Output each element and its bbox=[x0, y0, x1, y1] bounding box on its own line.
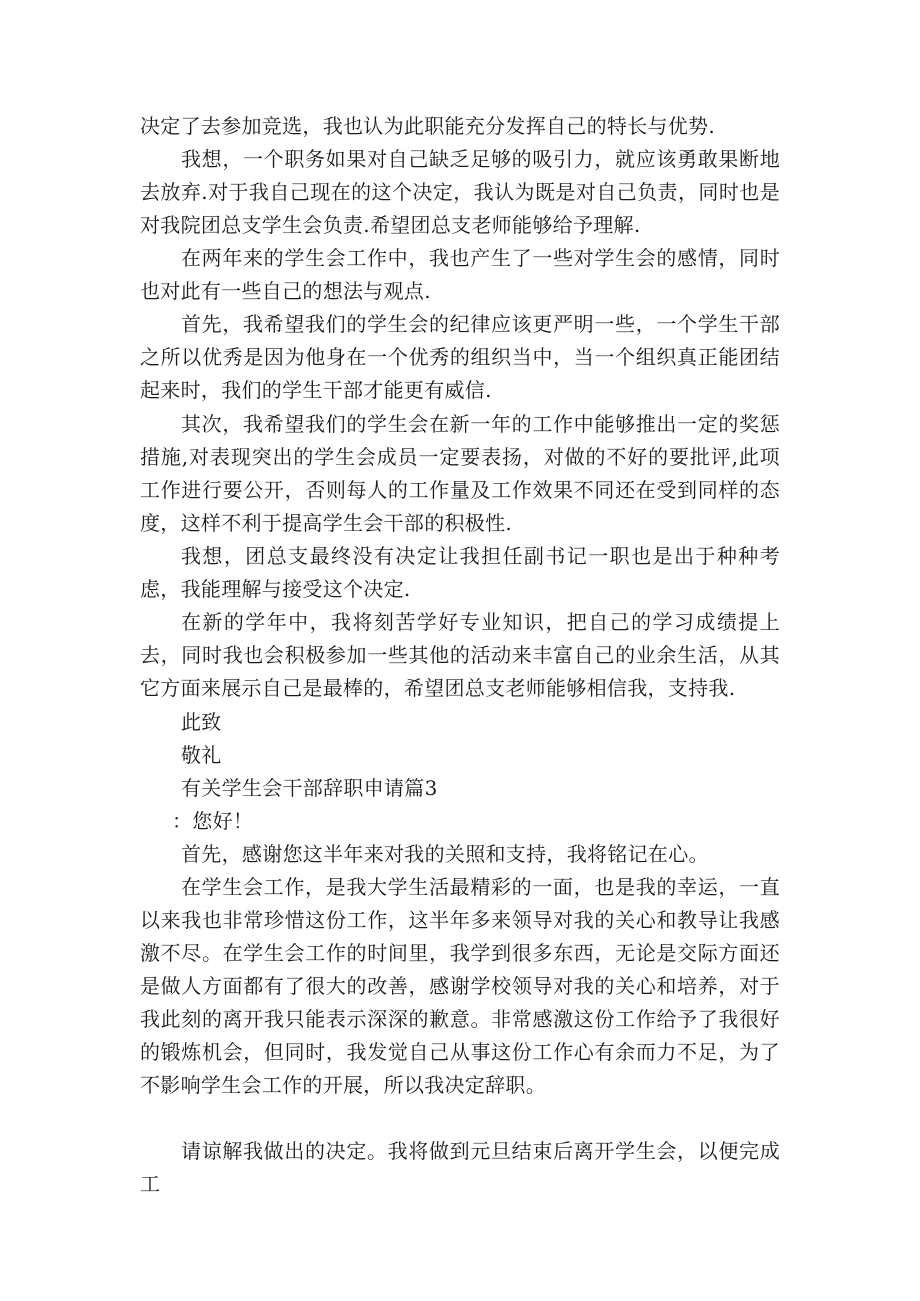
closing-regards: 敬礼 bbox=[181, 743, 222, 767]
paragraph-continuation: 决定了去参加竞选，我也认为此职能充分发挥自己的特长与优势. bbox=[140, 114, 716, 138]
paragraph-thanks: 首先，感谢您这半年来对我的关照和支持，我将铭记在心。 bbox=[181, 842, 709, 866]
paragraph-understanding: 我想，团总支最终没有决定让我担任副书记一职也是出于种种考虑，我能理解与接受这个决定. bbox=[140, 544, 780, 601]
paragraph-new-year: 在新的学年中，我将刻苦学好专业知识，把自己的学习成绩提上去，同时我也会积极参加一些其他的活动来丰富自己的业余生活，从其它方面来展示自己是最棒的，希望团总支老师能够相信我，支持我. bbox=[140, 610, 780, 700]
closing-salutation: 此致 bbox=[181, 710, 222, 734]
section-title: 有关学生会干部辞职申请篇3 bbox=[181, 776, 438, 800]
paragraph-discipline: 首先，我希望我们的学生会的纪律应该更严明一些，一个学生干部之所以优秀是因为他身在一个优秀的组织当中，当一个组织真正能团结起来时，我们的学生干部才能更有威信. bbox=[140, 312, 780, 402]
paragraph-rewards: 其次，我希望我们的学生会在新一年的工作中能够推出一定的奖惩措施,对表现突出的学生会成员一定要表扬，对做的不好的要批评,此项工作进行要公开，否则每人的工作量及工作效果不同还在受到同样的态度，这样不利于提高学生会干部的积极性. bbox=[140, 412, 780, 535]
greeting: ：您好！ bbox=[172, 809, 254, 833]
paragraph-resignation-reason: 在学生会工作，是我大学生活最精彩的一面，也是我的幸运，一直以来我也非常珍惜这份工作，这半年多来领导对我的关心和教导让我感激不尽。在学生会工作的时间里，我学到很多东西，无论是交际方面还是做人方面都有了很大的改善，感谢学校领导对我的关心和培养，对于我此刻的离开我只能表示深深的歉意。非常感激这份工作给予了我很好的锻炼机会，但同时，我发觉自己从事这份工作心有余而力不足，为了不影响学生会工作的开展，所以我决定辞职。 bbox=[140, 875, 780, 1097]
paragraph-feelings: 在两年来的学生会工作中，我也产生了一些对学生会的感情，同时也对此有一些自己的想法与观点. bbox=[140, 246, 780, 303]
paragraph-request: 请谅解我做出的决定。我将做到元旦结束后离开学生会，以便完成工 bbox=[140, 1139, 780, 1196]
paragraph-decision: 我想，一个职务如果对自己缺乏足够的吸引力，就应该勇敢果断地去放弃.对于我自己现在的这个决定，我认为既是对自己负责，同时也是对我院团总支学生会负责.希望团总支老师能够给予理解. bbox=[140, 147, 780, 237]
